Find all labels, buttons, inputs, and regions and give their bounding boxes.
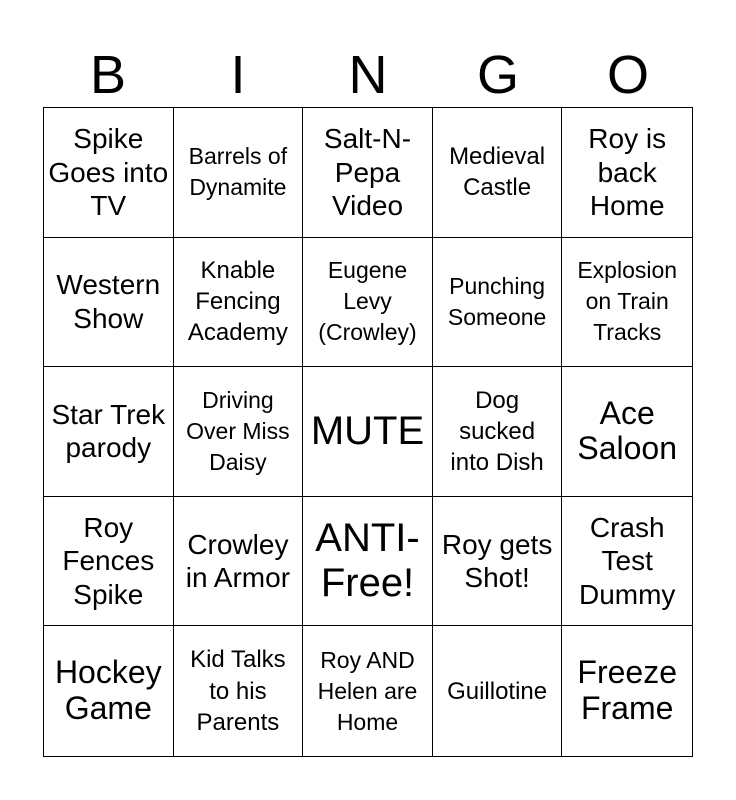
bingo-cell[interactable]: ANTI-Free! [303,497,433,627]
header-letter-b: B [89,45,127,105]
bingo-cell[interactable]: Punching Someone [433,238,563,368]
bingo-cell[interactable]: Freeze Frame [577,654,677,727]
bingo-cell[interactable]: Explosion on Train Tracks [562,238,692,368]
bingo-cell[interactable]: Star Trek parody [44,367,174,497]
bingo-cell[interactable]: Eugene Levy (Crowley) [303,238,433,368]
bingo-cell[interactable]: Roy is back Home [562,108,692,238]
bingo-cell[interactable]: Driving Over Miss Daisy [174,367,304,497]
bingo-cell[interactable]: Roy gets Shot! [433,497,563,627]
bingo-cell[interactable]: Roy Fences Spike [44,497,174,627]
free-space-cell[interactable]: MUTE [303,367,433,497]
header-letter-n: N [348,45,388,105]
bingo-cell[interactable]: Western Show [44,238,174,368]
bingo-cell[interactable]: Barrels of Dynamite [174,108,304,238]
bingo-cell[interactable]: Hockey Game [44,626,174,756]
bingo-cell[interactable]: Salt-N-Pepa Video [303,108,433,238]
bingo-cell[interactable]: Kid Talks to his Parents [174,626,304,756]
bingo-cell[interactable]: Ace Saloon [562,367,692,497]
bingo-cell[interactable]: Dog sucked into Dish [433,367,563,497]
bingo-cell[interactable]: Medieval Castle [433,108,563,238]
bingo-cell[interactable]: Roy AND Helen are Home [303,626,433,756]
bingo-board [43,107,693,757]
header-letter-o: O [606,45,649,105]
bingo-cell[interactable]: Crash Test Dummy [562,497,692,627]
bingo-header [43,44,693,106]
bingo-cell[interactable]: Knable Fencing Academy [174,238,304,368]
header-letter-i: I [230,45,246,105]
bingo-cell[interactable]: Guillotine [433,626,563,756]
header-letter-g: G [476,45,519,105]
bingo-cell[interactable]: Crowley in Armor [174,497,304,627]
bingo-cell[interactable]: Spike Goes into TV [44,108,174,238]
